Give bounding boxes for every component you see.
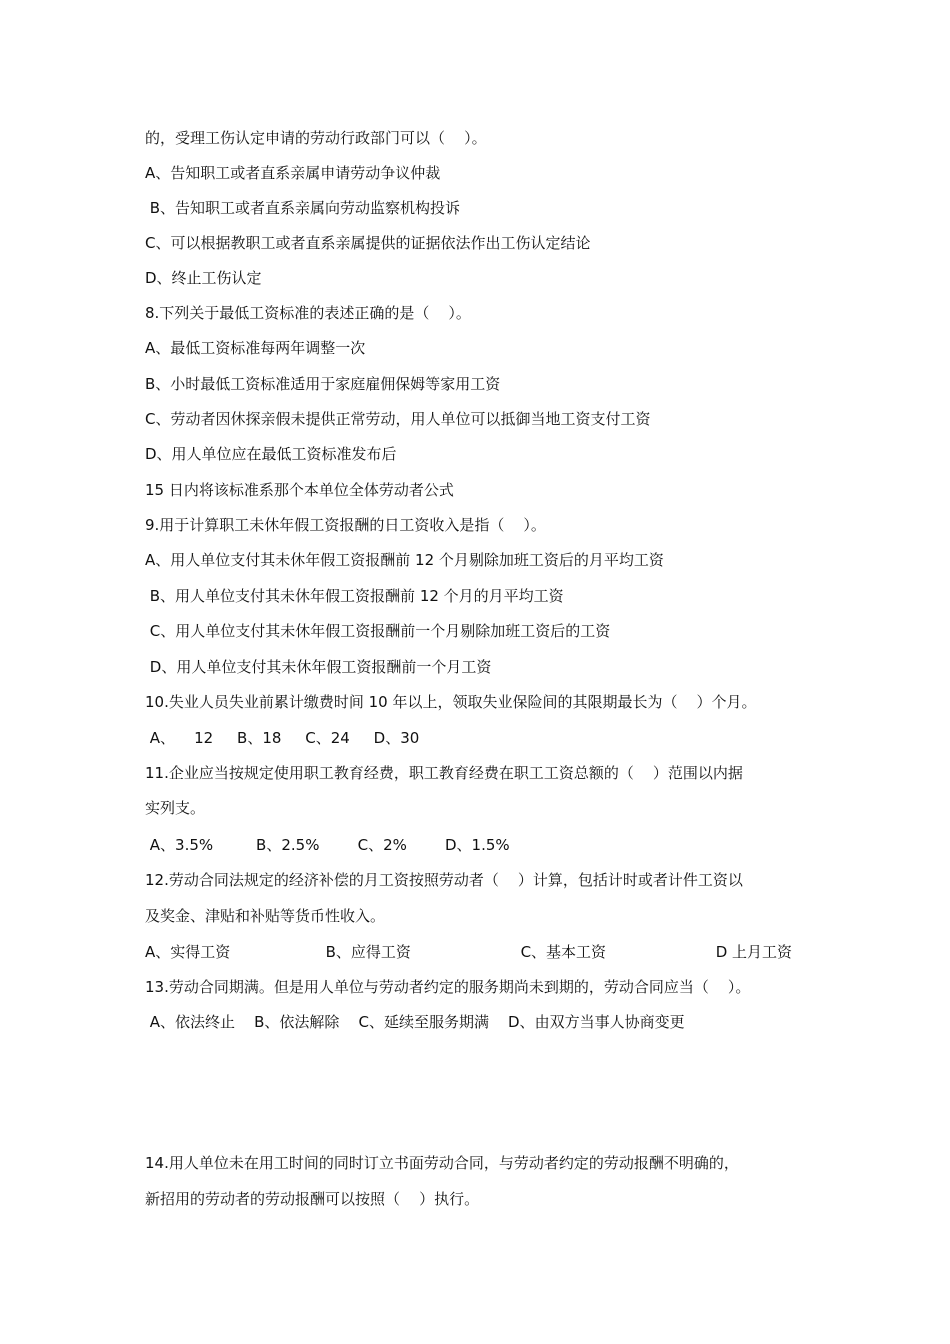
question-12: 12.劳动合同法规定的经济补偿的月工资按照劳动者（ ）计算，包括计时或者计件工资以 [145, 871, 743, 889]
question-13: 13.劳动合同期满。但是用人单位与劳动者约定的服务期尚未到期的，劳动合同应当（ ）。 [145, 978, 751, 996]
option-line: A、实得工资 B、应得工资 C、基本工资 D 上月工资 [145, 943, 793, 961]
option-line: A、依法终止 B、依法解除 C、延续至服务期满 D、由双方当事人协商变更 [145, 1013, 685, 1031]
option-line: B、小时最低工资标准适用于家庭雇佣保姆等家用工资 [145, 375, 501, 393]
option-line: A、3.5% B、2.5% C、2% D、1.5% [145, 836, 510, 854]
option-line: D、用人单位支付其未休年假工资报酬前一个月工资 [145, 658, 492, 676]
option-line: A、用人单位支付其未休年假工资报酬前 12 个月剔除加班工资后的月平均工资 [145, 551, 664, 569]
question-8: 8.下列关于最低工资标准的表述正确的是（ ）。 [145, 304, 471, 322]
option-line: D、用人单位应在最低工资标准发布后 [145, 445, 397, 463]
option-line: A、最低工资标准每两年调整一次 [145, 339, 366, 357]
text-line: 实列支。 [145, 799, 206, 817]
text-line: 新招用的劳动者的劳动报酬可以按照（ ）执行。 [145, 1190, 480, 1208]
option-line: A、告知职工或者直系亲属申请劳动争议仲裁 [145, 164, 441, 182]
option-line: C、劳动者因休探亲假未提供正常劳动，用人单位可以抵御当地工资支付工资 [145, 410, 651, 428]
text-line: 15 日内将该标准系那个本单位全体劳动者公式 [145, 481, 454, 499]
text-line: 的，受理工伤认定申请的劳动行政部门可以（ ）。 [145, 129, 487, 147]
option-line: B、告知职工或者直系亲属向劳动监察机构投诉 [145, 199, 461, 217]
option-line: A、 12 B、18 C、24 D、30 [145, 729, 420, 747]
option-line: D、终止工伤认定 [145, 269, 262, 287]
question-10: 10.失业人员失业前累计缴费时间 10 年以上，领取失业保险间的其限期最长为（ ）个月。 [145, 693, 757, 711]
option-line: C、用人单位支付其未休年假工资报酬前一个月剔除加班工资后的工资 [145, 622, 611, 640]
question-9: 9.用于计算职工未休年假工资报酬的日工资收入是指（ ）。 [145, 516, 546, 534]
text-line: 及奖金、津贴和补贴等货币性收入。 [145, 907, 386, 925]
question-14: 14.用人单位未在用工时间的同时订立书面劳动合同，与劳动者约定的劳动报酬不明确的， [145, 1154, 739, 1172]
option-line: C、可以根据教职工或者直系亲属提供的证据依法作出工伤认定结论 [145, 234, 591, 252]
option-line: B、用人单位支付其未休年假工资报酬前 12 个月的月平均工资 [145, 587, 564, 605]
question-11: 11.企业应当按规定使用职工教育经费，职工教育经费在职工工资总额的（ ）范围以内据 [145, 764, 743, 782]
